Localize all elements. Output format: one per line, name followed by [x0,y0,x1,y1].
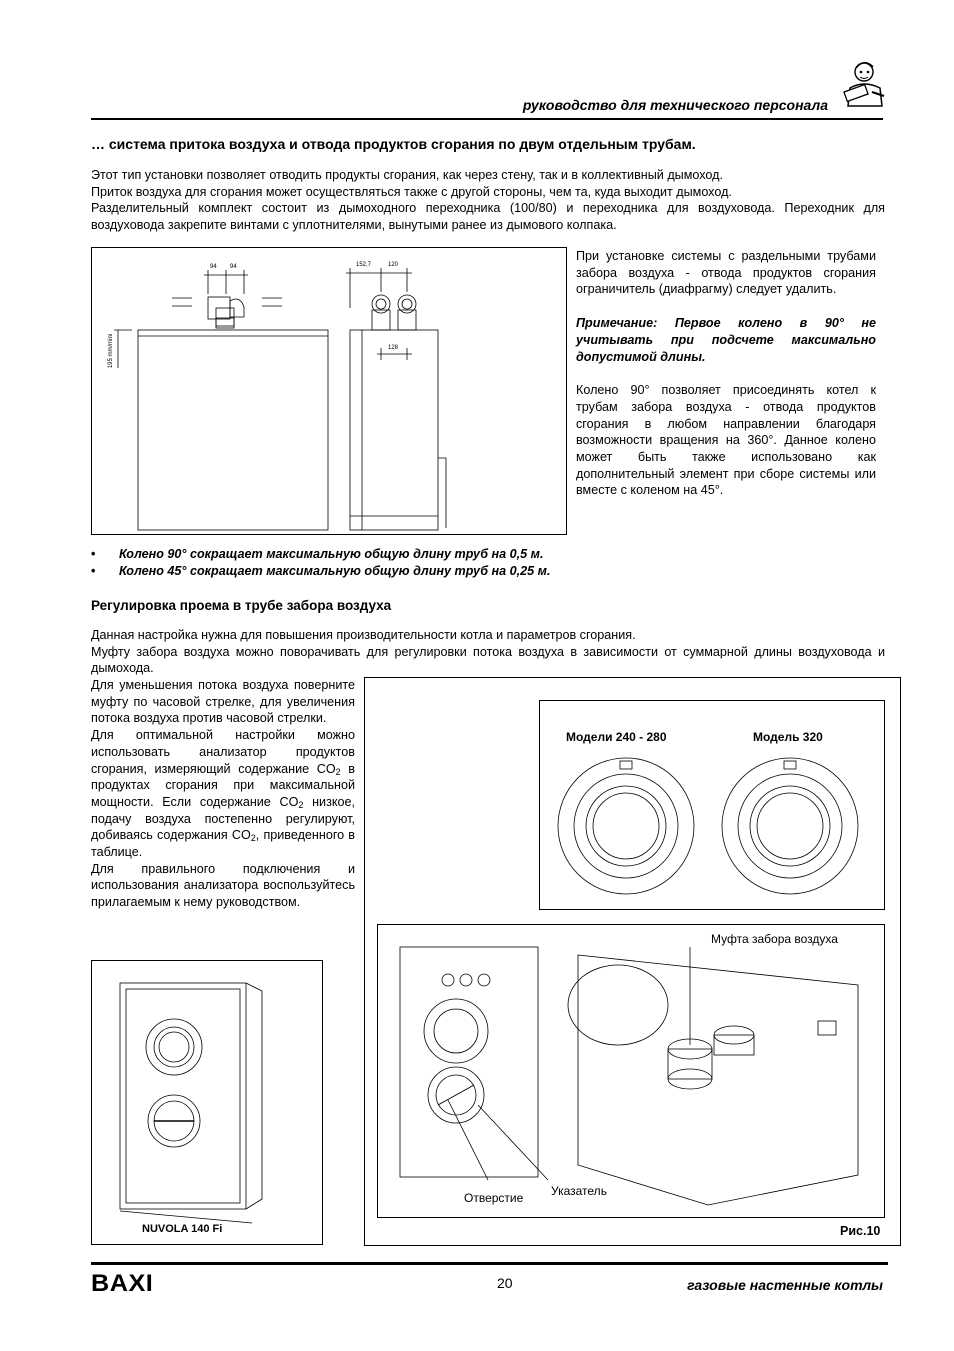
section-heading: … система притока воздуха и отвода продуктов сгорания по двум отдельным трубам. [91,136,696,152]
bullet-list [91,546,550,580]
elbow-text: Колено 90° позволяет присоединять котел к трубам забора воздуха - отвода продуктов сгорания в любом направлении благодаря возможности вращения на 360°. Данное колено может быть также использовано как дополнительный элемент при сборе системы или вместе с коленом на 45°. [576,383,876,498]
intro-text [91,167,885,234]
bullet-item: • Колено 90° сокращает максимальную общую длину труб на 0,5 м. [91,546,550,563]
dimension-label: 94 [210,264,217,270]
header-title: руководство для технического персонала [522,97,828,113]
intro-paragraph: Приток воздуха для сгорания может осуществляться также с другой стороны, чем та, куда выходит дымоход. [91,184,732,199]
models-label: Модели 240 - 280 [566,730,667,744]
figure-caption: Рис.10 [840,1224,881,1238]
boiler-dimension-diagram [91,247,567,535]
header-rule [91,118,883,120]
note-text: Примечание: Первое колено в 90° не учитывать при подсчете максимально допустимой длины. [576,316,876,364]
diaphragm-text: При установке системы с раздельными трубами забора воздуха - отвода продуктов сгорания ограничитель (диафрагму) следует удалить. [576,249,876,297]
intro-line: Муфту забора воздуха можно поворачивать для регулировки потока воздуха в зависимости от суммарной длины воздуховода и дымохода. [91,644,885,676]
boiler-photo-box [377,924,885,1218]
mascot-icon [842,58,887,110]
nuvola-label: NUVOLA 140 Fi [142,1223,223,1235]
baxi-logo: BAXI [91,1270,154,1297]
intro-paragraph: Разделительный комплект состоит из дымоходного переходника (100/80) и переходника для воздуховода. Переходник для воздуховода закрепите винтами с уплотнителями, вынутыми ранее из дымового колпака. [91,201,885,233]
manual-text: Для правильного подключения и использования анализатора воспользуйтесь прилагаемым к нему руководством. [91,861,355,910]
section2-heading: Регулировка проема в трубе забора воздуха [91,598,392,613]
figure-10 [364,677,901,1246]
dimension-label: 128 [388,345,399,351]
pointer-callout: Указатель [551,1184,607,1198]
model-label: Модель 320 [753,730,823,744]
dimension-label: 120 [388,262,399,268]
adjustment-text [91,677,355,911]
dimension-label: 152,7 [356,262,372,268]
coupling-callout: Муфта забора воздуха [711,932,838,946]
dimension-label: 195 mm/mini [108,333,115,369]
footer-title: газовые настенные котлы [687,1277,883,1293]
nuvola-figure [91,960,323,1245]
intro-paragraph: Этот тип установки позволяет отводить продукты сгорания, как через стену, так и в коллективный дымоход. [91,168,723,182]
section2-intro [91,627,885,677]
right-column-text [576,248,876,499]
models-box [539,700,885,910]
rotation-text: Для уменьшения потока воздуха поверните муфту по часовой стрелке, для увеличения потока воздуха против часовой стрелки. [91,678,355,726]
intro-line: Данная настройка нужна для повышения производительности котла и параметров сгорания. [91,628,636,642]
bullet-item: • Колено 45° сокращает максимальную общую длину труб на 0,25 м. [91,563,550,580]
dimension-label: 94 [230,264,237,270]
page-number: 20 [497,1275,513,1291]
hole-callout: Отверстие [464,1191,524,1205]
analyzer-text: Для оптимальной настройки можно использовать анализатор продуктов сгорания, измеряющий содержание $CO_2$ в продуктах сгорания при максимальной мощности. Если содержание $CO_2$ низкое, подачу воздуха постепенно регулируют, добиваясь содержания $CO_2$, приведенного в таблице. [91,728,356,860]
footer-rule [91,1262,888,1265]
